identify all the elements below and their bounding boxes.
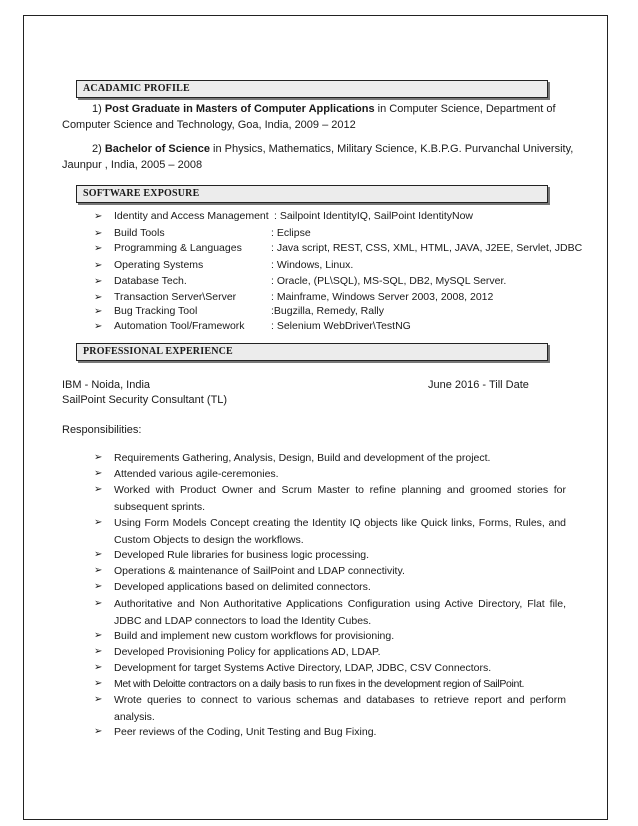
responsibility-text: Authoritative and Non Authoritative Applications Configuration using Active Directory, Flat file, JDBC and LDAP connectors to load the Identity Cubes. (114, 598, 566, 627)
arrow-bullet-icon: ➢ (94, 276, 103, 287)
arrow-bullet-icon: ➢ (94, 228, 103, 239)
arrow-bullet-icon: ➢ (94, 662, 103, 673)
software-value: : Windows, Linux. (271, 259, 354, 271)
responsibility-text: Wrote queries to connect to various schemas and databases to retrieve report and perform analysis. (114, 694, 566, 723)
arrow-bullet-icon: ➢ (94, 694, 103, 705)
arrow-bullet-icon: ➢ (94, 678, 103, 689)
responsibility-text: Developed Rule libraries for business logic processing. (114, 549, 370, 561)
responsibility-text: Requirements Gathering, Analysis, Design, Build and development of the project. (114, 452, 491, 464)
software-value: : Mainframe, Windows Server 2003, 2008, 2012 (271, 291, 494, 303)
arrow-bullet-icon: ➢ (94, 517, 103, 528)
arrow-bullet-icon: ➢ (94, 581, 103, 592)
section-header-academic (76, 80, 548, 98)
section-title: SOFTWARE EXPOSURE (83, 188, 200, 199)
arrow-bullet-icon: ➢ (94, 306, 103, 317)
edu-detail: in Physics, Mathematics, Military Science, K.B.P.G. Purvanchal University, (210, 143, 574, 155)
company-name: IBM - Noida, India (62, 379, 151, 391)
responsibility-text: Peer reviews of the Coding, Unit Testing and Bug Fixing. (114, 726, 377, 738)
software-label: Database Tech. (114, 275, 187, 287)
arrow-bullet-icon: ➢ (94, 292, 103, 303)
responsibility-text: Using Form Models Concept creating the Identity IQ objects like Quick links, Forms, Rules, and Custom Objects to design the workflows. (114, 517, 566, 546)
arrow-bullet-icon: ➢ (94, 726, 103, 737)
responsibility-text: Developed Provisioning Policy for applications AD, LDAP. (114, 646, 381, 658)
responsibility-text: Development for target Systems Active Directory, LDAP, JDBC, CSV Connectors. (114, 662, 492, 674)
education-entry-2-line2: Jaunpur , India, 2005 – 2008 (62, 159, 203, 171)
education-entry-1-line1 (92, 102, 556, 117)
responsibility-text: Operations & maintenance of SailPoint and LDAP connectivity. (114, 565, 405, 577)
arrow-bullet-icon: ➢ (94, 598, 103, 609)
section-header-software (76, 185, 548, 203)
software-label: Bug Tracking Tool (114, 305, 198, 317)
arrow-bullet-icon: ➢ (94, 646, 103, 657)
responsibility-text: Worked with Product Owner and Scrum Master to refine planning and groomed stories for subsequent sprints. (114, 484, 566, 513)
software-label: Identity and Access Management (114, 210, 269, 222)
software-label: Programming & Languages (114, 242, 242, 254)
software-value: : Eclipse (271, 227, 311, 239)
edu-degree: Bachelor of Science (104, 143, 210, 155)
responsibilities-heading: Responsibilities: (62, 424, 142, 436)
employment-period: June 2016 - Till Date (428, 379, 529, 391)
arrow-bullet-icon: ➢ (94, 321, 103, 332)
software-label: Operating Systems (114, 259, 204, 271)
education-entry-2-line1 (92, 142, 573, 157)
section-title: ACADAMIC PROFILE (83, 83, 190, 94)
arrow-bullet-icon: ➢ (94, 243, 103, 254)
edu-detail: in Computer Science, Department of (374, 103, 556, 115)
software-value: : Java script, REST, CSS, XML, HTML, JAVA, J2EE, Servlet, JDBC (271, 242, 583, 254)
software-label: Transaction Server\Server (114, 291, 237, 303)
arrow-bullet-icon: ➢ (94, 549, 103, 560)
software-label: Automation Tool/Framework (114, 320, 245, 332)
software-label: Build Tools (114, 227, 165, 239)
arrow-bullet-icon: ➢ (94, 565, 103, 576)
edu-number: 1) (92, 103, 102, 115)
software-value: : Sailpoint IdentityIQ, SailPoint IdentityNow (274, 210, 474, 222)
arrow-bullet-icon: ➢ (94, 211, 103, 222)
education-entry-1-line2: Computer Science and Technology, Goa, India, 2009 – 2012 (62, 119, 356, 131)
responsibility-text: Met with Deloitte contractors on a daily basis to run fixes in the development region of SailPoint. (114, 678, 525, 690)
arrow-bullet-icon: ➢ (94, 452, 103, 463)
arrow-bullet-icon: ➢ (94, 484, 103, 495)
responsibility-text: Attended various agile-ceremonies. (114, 468, 279, 480)
arrow-bullet-icon: ➢ (94, 468, 103, 479)
arrow-bullet-icon: ➢ (94, 630, 103, 641)
edu-number: 2) (92, 143, 102, 155)
software-value: : Selenium WebDriver\TestNG (271, 320, 411, 332)
edu-degree: Post Graduate in Masters of Computer Applications (104, 103, 375, 115)
software-value: :Bugzilla, Remedy, Rally (271, 305, 385, 317)
section-header-experience (76, 343, 548, 361)
section-title: PROFESSIONAL EXPERIENCE (83, 346, 233, 357)
software-value: : Oracle, (PL\SQL), MS-SQL, DB2, MySQL Server. (271, 275, 507, 287)
responsibility-text: Build and implement new custom workflows for provisioning. (114, 630, 395, 642)
job-title: SailPoint Security Consultant (TL) (62, 394, 228, 406)
arrow-bullet-icon: ➢ (94, 260, 103, 271)
responsibility-text: Developed applications based on delimited connectors. (114, 581, 371, 593)
